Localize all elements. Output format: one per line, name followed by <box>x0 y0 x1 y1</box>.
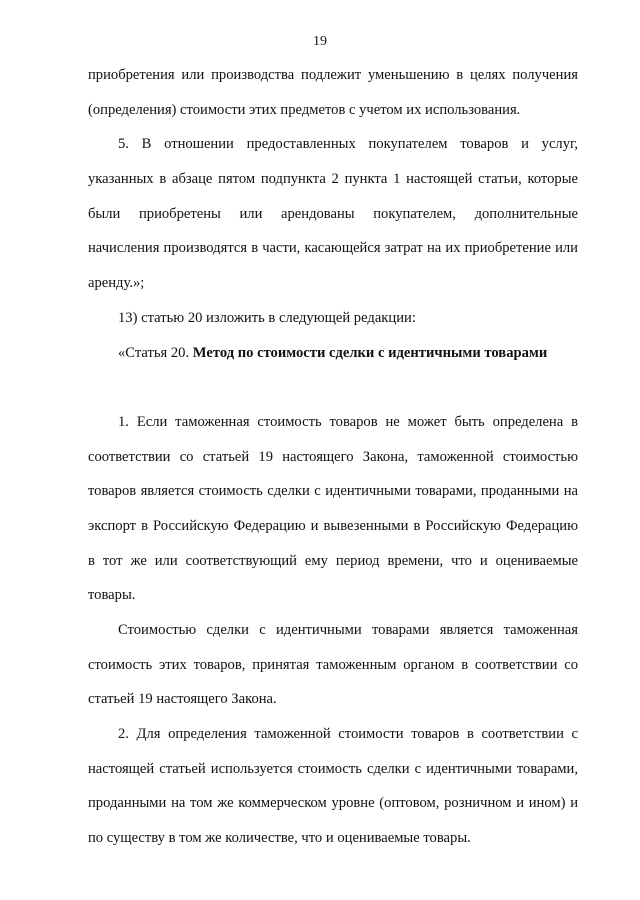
text-line: приобретения или производства подлежит уменьшению в целях получения <box>88 67 578 83</box>
text-line: статьей 19 настоящего Закона. <box>88 691 277 708</box>
article-heading-title: Метод по стоимости сделки с идентичными товарами <box>192 344 548 361</box>
paragraph-clause-1 <box>88 405 578 613</box>
text-line: (определения) стоимости этих предметов с учетом их использования. <box>88 101 521 118</box>
text-line: аренду.»; <box>88 275 145 292</box>
paragraph-clause-2 <box>88 717 578 856</box>
page-number: 19 <box>313 34 327 49</box>
document-body <box>88 58 578 856</box>
text-line: 13) статью 20 изложить в следующей редакции: <box>118 309 416 326</box>
text-line: соответствии со статьей 19 настоящего Закона, таможенной стоимостью <box>88 448 578 465</box>
text-line: настоящей статьей используется стоимость сделки с идентичными товарами, <box>88 760 578 777</box>
text-line: начисления производятся в части, касающейся затрат на их приобретение или <box>88 240 578 257</box>
text-line: проданными на том же коммерческом уровне (оптовом, розничном и ином) и <box>88 795 578 812</box>
text-line: 2. Для определения таможенной стоимости товаров в соответствии с <box>118 726 578 743</box>
text-line: указанных в абзаце пятом подпункта 2 пункта 1 настоящей статьи, которые <box>88 171 578 188</box>
text-line: 1. Если таможенная стоимость товаров не может быть определена в <box>118 413 578 430</box>
article-heading <box>88 336 578 371</box>
text-line: 5. В отношении предоставленных покупателем товаров и услуг, <box>118 136 578 153</box>
text-line: экспорт в Российскую Федерацию и вывезенными в Российскую Федерацию <box>88 517 578 534</box>
article-heading-prefix: «Статья 20. <box>118 344 190 361</box>
text-line: в тот же или соответствующий ему период времени, что и оцениваемые <box>88 552 578 569</box>
blank-gap <box>88 370 578 405</box>
text-line: товаров является стоимость сделки с идентичными товарами, проданными на <box>88 483 578 500</box>
text-line: Стоимостью сделки с идентичными товарами является таможенная <box>118 622 578 638</box>
paragraph-continuation <box>88 58 578 127</box>
text-line: были приобретены или арендованы покупателем, дополнительные <box>88 205 578 222</box>
text-line: стоимость этих товаров, принятая таможенным органом в соответствии со <box>88 656 578 673</box>
paragraph-clause-1-continued <box>88 613 578 717</box>
text-line: по существу в том же количестве, что и оцениваемые товары. <box>88 830 471 847</box>
paragraph-item-5 <box>88 127 578 300</box>
paragraph-item-13 <box>88 301 578 336</box>
text-line: товары. <box>88 587 136 604</box>
